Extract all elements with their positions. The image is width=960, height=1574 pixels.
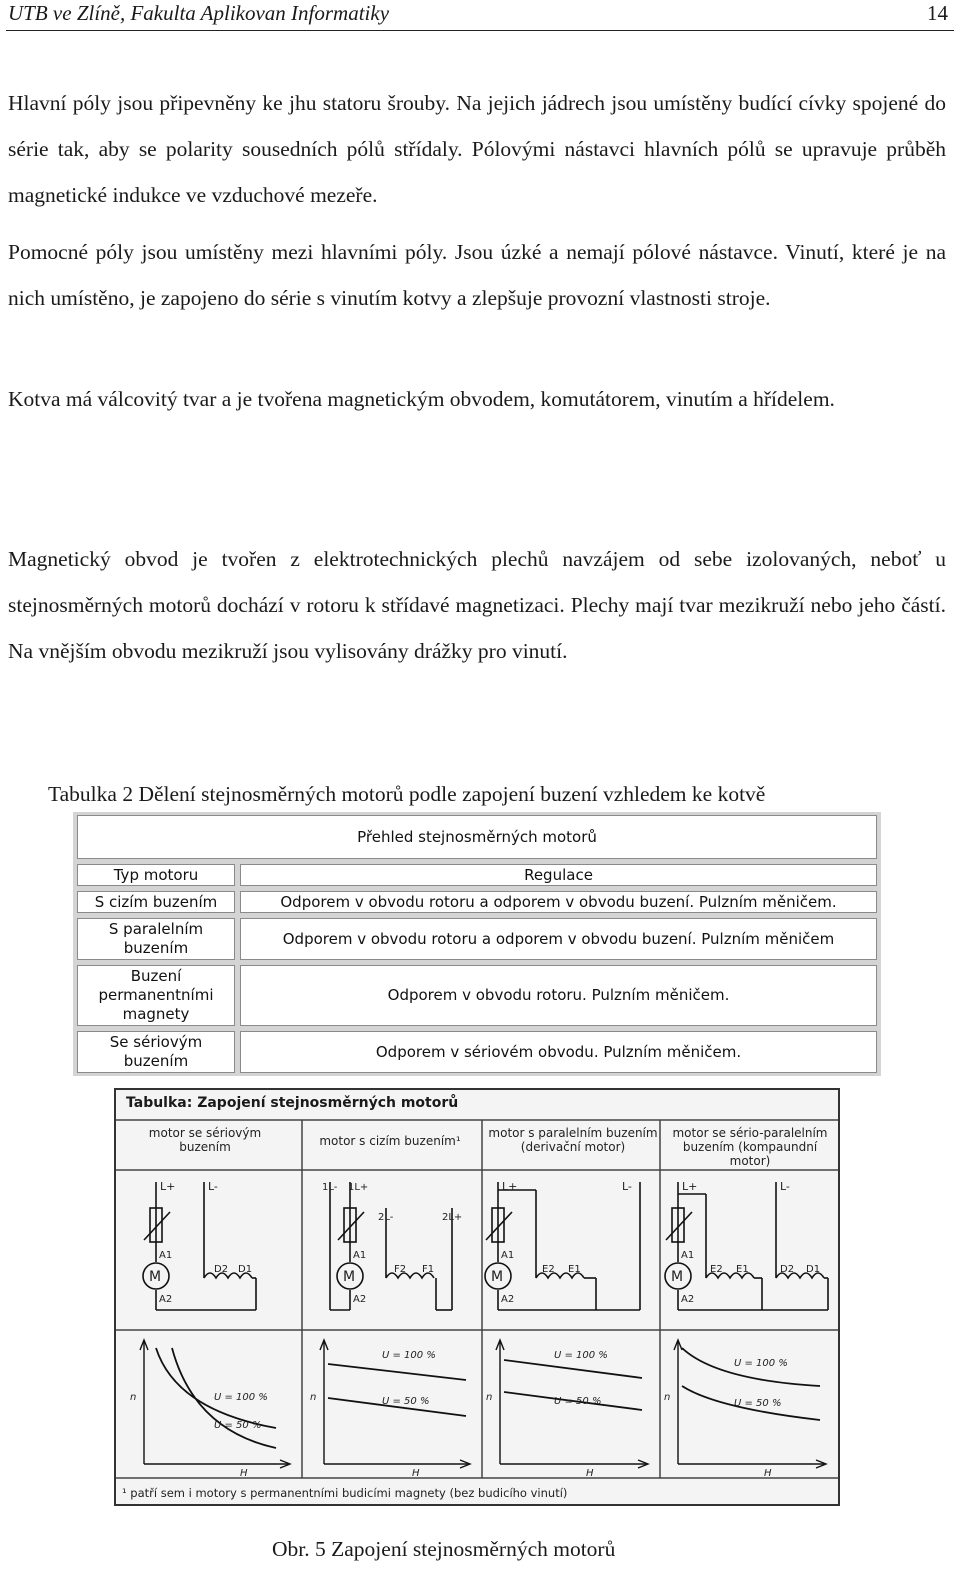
terminal-label: A2: [159, 1294, 173, 1305]
separate-motor-schematic: [330, 1182, 452, 1310]
terminal-label: E2: [542, 1264, 555, 1275]
terminal-label: 1L+: [348, 1182, 369, 1193]
terminal-label: E2: [710, 1264, 723, 1275]
compound-motor-schematic: [665, 1182, 828, 1310]
terminal-label: D1: [806, 1264, 821, 1275]
terminal-label: D2: [780, 1264, 795, 1275]
motor-symbol: M: [343, 1269, 356, 1285]
figure-footnote: ¹ patří sem i motory s permanentními budicími magnety (bez budicího vinutí): [122, 1486, 568, 1500]
running-header: [6, 0, 954, 31]
terminal-label: L+: [160, 1180, 176, 1193]
motor-overview-table: [73, 812, 881, 1076]
terminal-label: A1: [501, 1250, 515, 1261]
axis-label: n: [486, 1392, 493, 1403]
terminal-label: D2: [214, 1264, 229, 1275]
column-head-shunt: motor s paralelním buzením (derivační motor): [488, 1126, 658, 1154]
curve-label: U = 100 %: [554, 1350, 608, 1361]
curve-label: U = 100 %: [214, 1392, 268, 1403]
terminal-label: A2: [681, 1294, 695, 1305]
curve-label: U = 50 %: [734, 1398, 782, 1409]
paragraph-main-poles: Hlavní póly jsou připevněny ke jhu statoru šrouby. Na jejich jádrech jsou umístěny budící cívky spojené do série tak, aby se polarity sousedních pólů střídaly. Pólovými nástavci hlavních pólů se upravuje průběh magnetické indukce ve vzduchové mezeře.: [8, 91, 946, 207]
shunt-motor-schematic: [485, 1182, 640, 1310]
motor-symbol: M: [491, 1269, 504, 1285]
terminal-label: E1: [568, 1264, 581, 1275]
axis-label: n: [130, 1392, 137, 1403]
terminal-label: 1L-: [322, 1182, 338, 1193]
terminal-label: L-: [780, 1180, 790, 1193]
axis-label: H: [764, 1468, 772, 1479]
table-row-regulation: Odporem v obvodu rotoru a odporem v obvodu buzení. Pulzním měničem.: [240, 891, 877, 913]
terminal-label: D1: [238, 1264, 253, 1275]
curve-label: U = 50 %: [554, 1396, 602, 1407]
paragraph-auxiliary-poles: Pomocné póly jsou umístěny mezi hlavními póly. Jsou úzké a nemají pólové nástavce. Vinutí, které je na nich umístěno, je zapojeno do série s vinutím kotvy a zlepšuje provozní vlastnosti stroje.: [8, 240, 946, 310]
axis-label: H: [412, 1468, 420, 1479]
terminal-label: L+: [502, 1180, 518, 1193]
terminal-label: A1: [353, 1250, 367, 1261]
terminal-label: L-: [208, 1180, 218, 1193]
curve-label: U = 100 %: [382, 1350, 436, 1361]
terminal-label: A2: [353, 1294, 367, 1305]
curve-label: U = 50 %: [214, 1420, 262, 1431]
table-row-type: Se sériovým buzením: [77, 1031, 235, 1073]
terminal-label: A1: [159, 1250, 173, 1261]
table-row-type: Buzení permanentními magnety: [77, 965, 235, 1026]
terminal-label: F2: [394, 1264, 407, 1275]
table-row-regulation: Odporem v sériovém obvodu. Pulzním měničem.: [240, 1031, 877, 1073]
axis-label: H: [586, 1468, 594, 1479]
terminal-label: 2L+: [442, 1212, 463, 1223]
characteristic-axes: [140, 1340, 826, 1468]
table-title: Přehled stejnosměrných motorů: [77, 815, 877, 859]
table-row-regulation: Odporem v obvodu rotoru. Pulzním měničem.: [240, 965, 877, 1026]
terminal-label: 2L-: [378, 1212, 394, 1223]
header-title: UTB ve Zlíně, Fakulta Aplikovan Informatiky: [8, 1, 390, 25]
terminal-label: F1: [422, 1264, 435, 1275]
terminal-label: L+: [682, 1180, 698, 1193]
curve-label: U = 100 %: [734, 1358, 788, 1369]
terminal-label: E1: [736, 1264, 749, 1275]
table-row-type: S paralelním buzením: [77, 918, 235, 960]
column-head-series: motor se sériovým buzením: [148, 1126, 262, 1154]
paragraph-armature: Kotva má válcovitý tvar a je tvořena magnetickým obvodem, komutátorem, vinutím a hřídelem.: [8, 387, 835, 411]
motor-symbol: M: [149, 1269, 162, 1285]
table-caption: Tabulka 2 Dělení stejnosměrných motorů podle zapojení buzení vzhledem ke kotvě: [48, 782, 766, 806]
table-header-type: Typ motoru: [77, 864, 235, 886]
table-row-type: S cizím buzením: [77, 891, 235, 913]
terminal-label: L-: [622, 1180, 632, 1193]
motor-symbol: M: [671, 1269, 684, 1285]
curve-label: U = 50 %: [382, 1396, 430, 1407]
axis-label: H: [240, 1468, 248, 1479]
table-row-regulation: Odporem v obvodu rotoru a odporem v obvodu buzení. Pulzním měničem: [240, 918, 877, 960]
table-header-regulation: Regulace: [240, 864, 877, 886]
terminal-label: A2: [501, 1294, 515, 1305]
figure-caption: Obr. 5 Zapojení stejnosměrných motorů: [272, 1537, 616, 1561]
column-head-separate: motor s cizím buzením¹: [319, 1134, 461, 1148]
paragraph-magnetic-circuit: Magnetický obvod je tvořen z elektrotechnických plechů navzájem od sebe izolovaných, neboť u stejnosměrných motorů dochází v rotoru k střídavé magnetizaci. Plechy mají tvar mezikruží nebo jeho částí. Na vnějším obvodu mezikruží jsou vylisovány drážky pro vinutí.: [8, 547, 946, 663]
figure-title: Tabulka: Zapojení stejnosměrných motorů: [126, 1095, 459, 1111]
wiring-diagrams: [116, 1090, 838, 1504]
terminal-label: A1: [681, 1250, 695, 1261]
column-head-compound: motor se sério-paralelním buzením (kompaundní motor): [672, 1126, 828, 1168]
series-motor-schematic: [143, 1182, 256, 1310]
axis-label: n: [664, 1392, 671, 1403]
page-number: 14: [927, 1, 948, 25]
motor-wiring-figure: [114, 1088, 840, 1506]
axis-label: n: [310, 1392, 317, 1403]
